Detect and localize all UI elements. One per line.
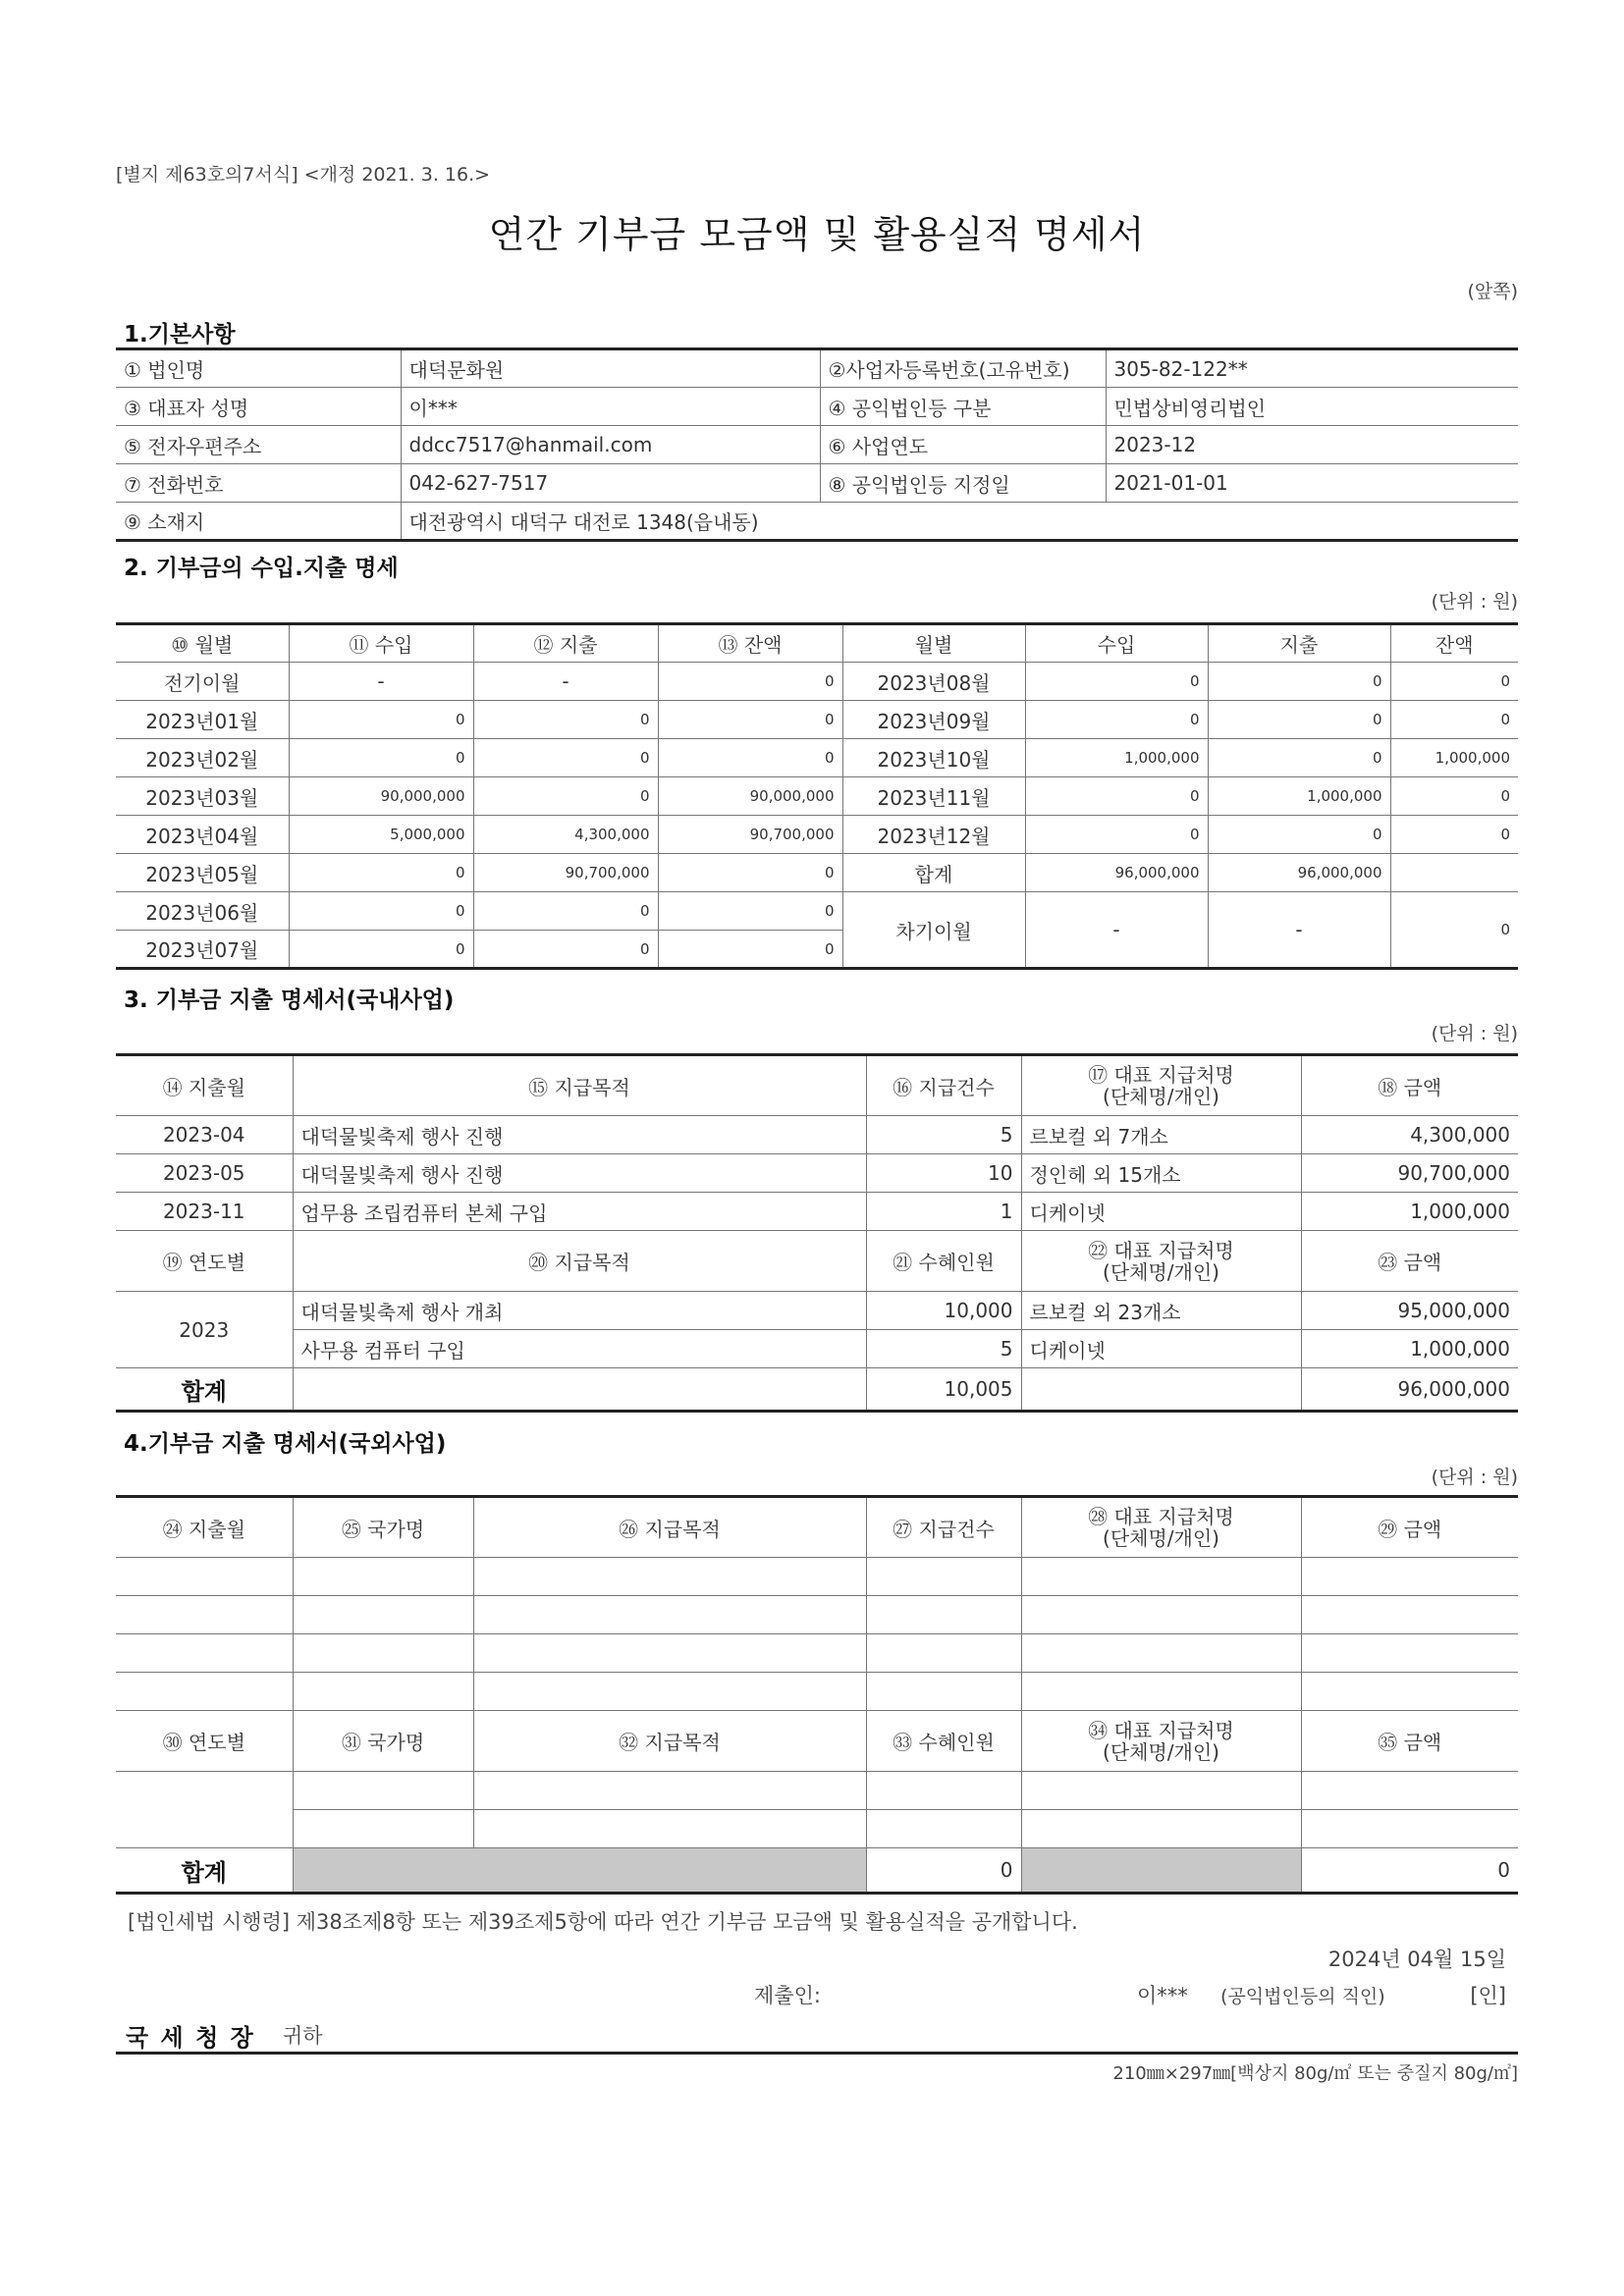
basic-label: ⑧ 공익법인등 지정일: [820, 464, 1106, 503]
col-header: ㉗ 지급건수: [866, 1497, 1021, 1558]
income-row: [116, 701, 1518, 739]
basic-label: ⑥ 사업연도: [820, 426, 1106, 464]
expense-cell: 0: [473, 892, 658, 931]
balance-cell: 0: [658, 854, 842, 892]
col-header: ㉑ 수혜인원: [866, 1231, 1021, 1292]
col-header: ⑪ 수입: [289, 624, 473, 663]
income-cell: 0: [289, 739, 473, 777]
empty-cell: [116, 1673, 293, 1711]
empty-cell: [473, 1558, 866, 1596]
col-header: 수입: [1025, 624, 1208, 663]
empty-cell: [1021, 1558, 1301, 1596]
header-line: (단체명/개인): [1103, 1739, 1219, 1764]
balance-cell: 0: [658, 739, 842, 777]
purpose-cell: 대덕물빛축제 행사 진행: [293, 1154, 866, 1193]
col-header: ⑳ 지급목적: [293, 1231, 866, 1292]
empty-cell: [473, 1596, 866, 1634]
basic-value: 2021-01-01: [1106, 464, 1518, 503]
empty-cell: [116, 1772, 293, 1848]
col-header: ㉝ 수혜인원: [866, 1711, 1021, 1772]
basic-row: [116, 349, 1518, 388]
income-header-row: [116, 624, 1518, 663]
income-cell: 0: [1025, 663, 1208, 701]
year-cell: 2023: [116, 1292, 293, 1368]
basic-info-table: [116, 347, 1518, 542]
empty-cell: [1021, 1810, 1301, 1848]
balance-cell: 0: [1390, 777, 1518, 816]
domestic-total-row: [116, 1368, 1518, 1412]
col-header: ⑲ 연도별: [116, 1231, 293, 1292]
col-header: ㉚ 연도별: [116, 1711, 293, 1772]
basic-row: [116, 464, 1518, 503]
empty-cell: [293, 1558, 473, 1596]
basic-value: 042-627-7517: [401, 464, 820, 503]
expense-cell: 0: [473, 701, 658, 739]
income-total: 96,000,000: [1025, 854, 1208, 892]
balance-cell: 0: [658, 663, 842, 701]
income-expense-table: [116, 622, 1518, 970]
foreign-year-row: [116, 1772, 1518, 1810]
empty-cell: [1021, 1368, 1301, 1412]
income-row: [116, 892, 1518, 931]
header-line: ㉞ 대표 지급처명: [1088, 1718, 1234, 1742]
month-cell: 전기이월: [116, 663, 289, 701]
empty-cell: [473, 1634, 866, 1673]
basic-value: 2023-12: [1106, 426, 1518, 464]
count-cell: 10: [866, 1154, 1021, 1193]
col-header: ⑮ 지급목적: [293, 1055, 866, 1116]
income-cell: 0: [289, 931, 473, 969]
income-row: [116, 663, 1518, 701]
total-amount: 96,000,000: [1301, 1368, 1518, 1412]
income-row: [116, 739, 1518, 777]
col-header: ⑱ 금액: [1301, 1055, 1518, 1116]
form-number: [별지 제63호의7서식] <개정 2021. 3. 16.>: [116, 164, 491, 186]
seal-mark: [인]: [1470, 1984, 1506, 2007]
total-beneficiaries: 10,005: [866, 1368, 1021, 1412]
paper-spec: 210㎜×297㎜[백상지 80g/㎡ 또는 중질지 80g/㎡]: [1112, 2063, 1518, 2084]
empty-cell: [1301, 1810, 1518, 1848]
balance-cell: 0: [658, 892, 842, 931]
count-cell: 1: [866, 1193, 1021, 1231]
col-header: ⑭ 지출월: [116, 1055, 293, 1116]
income-cell: 0: [289, 854, 473, 892]
col-header: ㉟ 금액: [1301, 1711, 1518, 1772]
recipient-cell: 르보컬 외 7개소: [1021, 1116, 1301, 1154]
col-header: 지출: [1208, 624, 1390, 663]
month-cell: 2023-04: [116, 1116, 293, 1154]
month-cell: 2023년12월: [842, 816, 1025, 854]
balance-cell: 0: [1390, 701, 1518, 739]
balance-cell: 0: [1390, 663, 1518, 701]
empty-cell: [116, 1558, 293, 1596]
empty-cell: [293, 1368, 866, 1412]
empty-cell: [293, 1673, 473, 1711]
purpose-cell: 대덕물빛축제 행사 개최: [293, 1292, 866, 1330]
expense-cell: -: [473, 663, 658, 701]
expense-total: 96,000,000: [1208, 854, 1390, 892]
empty-cell: [116, 1596, 293, 1634]
foreign-row: [116, 1596, 1518, 1634]
month-cell: 2023년05월: [116, 854, 289, 892]
domestic-row: [116, 1193, 1518, 1231]
empty-cell: [473, 1772, 866, 1810]
empty-cell: [1021, 1596, 1301, 1634]
submitter-label: 제출인:: [754, 1984, 821, 2007]
expense-cell: 0: [1208, 663, 1390, 701]
empty-cell: [1301, 1673, 1518, 1711]
empty-cell: [1301, 1772, 1518, 1810]
balance-cell: 90,700,000: [658, 816, 842, 854]
empty-cell: [866, 1558, 1021, 1596]
carry-label: 차기이월: [842, 892, 1025, 969]
foreign-total-row: [116, 1848, 1518, 1894]
address-label: ⑨ 소재지: [116, 503, 401, 541]
empty-cell: [866, 1673, 1021, 1711]
income-cell: 0: [1025, 816, 1208, 854]
empty-cell: [1301, 1558, 1518, 1596]
empty-cell: [116, 1634, 293, 1673]
foreign-year-row: [116, 1810, 1518, 1848]
empty-cell: [866, 1634, 1021, 1673]
header-line: ⑰ 대표 지급처명: [1088, 1063, 1234, 1087]
basic-row: [116, 426, 1518, 464]
amount-cell: 1,000,000: [1301, 1330, 1518, 1368]
empty-cell: [293, 1810, 473, 1848]
month-cell: 2023년06월: [116, 892, 289, 931]
basic-value: 305-82-122**: [1106, 349, 1518, 388]
header-line: ㉘ 대표 지급처명: [1088, 1505, 1234, 1528]
empty-cell: [866, 1810, 1021, 1848]
submission-date: 2024년 04월 15일: [1327, 1948, 1506, 1971]
income-cell: 0: [1025, 777, 1208, 816]
expense-cell: 0: [473, 777, 658, 816]
foreign-header-row: [116, 1711, 1518, 1772]
recipient-suffix: 귀하: [283, 2024, 323, 2048]
basic-row: [116, 388, 1518, 426]
expense-cell: 0: [1208, 739, 1390, 777]
carry-balance: 0: [1390, 892, 1518, 969]
month-cell: 2023년01월: [116, 701, 289, 739]
income-row: [116, 816, 1518, 854]
col-header-recipient: [1021, 1055, 1301, 1116]
recipient-cell: 르보컬 외 23개소: [1021, 1292, 1301, 1330]
domestic-row: [116, 1154, 1518, 1193]
income-cell: -: [289, 663, 473, 701]
basic-value: 이***: [401, 388, 820, 426]
empty-cell: [293, 1772, 473, 1810]
submitter-role: (공익법인등의 직인): [1220, 1986, 1385, 2007]
col-header-recipient: [1021, 1231, 1301, 1292]
month-cell: 2023-11: [116, 1193, 293, 1231]
foreign-expense-table: [116, 1495, 1518, 1895]
expense-cell: 0: [473, 931, 658, 969]
col-header: ㉓ 금액: [1301, 1231, 1518, 1292]
section3-unit: (단위 : 원): [1431, 1023, 1518, 1044]
income-cell: 0: [289, 892, 473, 931]
section2-unit: (단위 : 원): [1431, 591, 1518, 613]
submitter-name: 이***: [1137, 1984, 1188, 2007]
domestic-header-row: [116, 1055, 1518, 1116]
empty-cell: [293, 1634, 473, 1673]
domestic-expense-table: [116, 1053, 1518, 1413]
col-header: ㉔ 지출월: [116, 1497, 293, 1558]
basic-label: ⑤ 전자우편주소: [116, 426, 401, 464]
col-header: ㉜ 지급목적: [473, 1711, 866, 1772]
month-cell: 2023년10월: [842, 739, 1025, 777]
month-cell: 2023년03월: [116, 777, 289, 816]
basic-label: ⑦ 전화번호: [116, 464, 401, 503]
address-value: 대전광역시 대덕구 대전로 1348(읍내동): [401, 503, 1518, 541]
month-cell: 2023년11월: [842, 777, 1025, 816]
col-header: ⑬ 잔액: [658, 624, 842, 663]
balance-cell: 90,000,000: [658, 777, 842, 816]
balance-cell: 0: [658, 931, 842, 969]
section3-title: 3. 기부금 지출 명세서(국내사업): [124, 988, 455, 1013]
col-header: ⑩ 월별: [116, 624, 289, 663]
foreign-header-row: [116, 1497, 1518, 1558]
empty-cell: [473, 1673, 866, 1711]
recipient-cell: 디케이넷: [1021, 1193, 1301, 1231]
col-header: ㉛ 국가명: [293, 1711, 473, 1772]
income-cell: 0: [1025, 701, 1208, 739]
month-cell: 2023년09월: [842, 701, 1025, 739]
empty-cell: [293, 1596, 473, 1634]
count-cell: 5: [866, 1116, 1021, 1154]
basic-label: ④ 공익법인등 구분: [820, 388, 1106, 426]
header-line: ㉒ 대표 지급처명: [1088, 1238, 1234, 1262]
domestic-row: [116, 1116, 1518, 1154]
month-cell: 2023년07월: [116, 931, 289, 969]
legal-statement: [법인세법 시행령] 제38조제8항 또는 제39조제5항에 따라 연간 기부금 모금액 및 활용실적을 공개합니다.: [128, 1910, 1078, 1934]
recipient: 국 세 청 장: [126, 2024, 255, 2052]
empty-cell: [1021, 1772, 1301, 1810]
empty-cell: [866, 1772, 1021, 1810]
recipient-cell: 디케이넷: [1021, 1330, 1301, 1368]
carry-income: -: [1025, 892, 1208, 969]
amount-cell: 95,000,000: [1301, 1292, 1518, 1330]
foreign-row: [116, 1634, 1518, 1673]
basic-label: ②사업자등록번호(고유번호): [820, 349, 1106, 388]
month-cell: 2023년02월: [116, 739, 289, 777]
recipient-cell: 정인헤 외 15개소: [1021, 1154, 1301, 1193]
balance-cell: 0: [658, 701, 842, 739]
expense-cell: 0: [1208, 816, 1390, 854]
col-header: ⑫ 지출: [473, 624, 658, 663]
col-header-recipient: [1021, 1497, 1301, 1558]
empty-cell: [1301, 1596, 1518, 1634]
header-line: (단체명/개인): [1103, 1085, 1219, 1108]
total-label: 합계: [842, 854, 1025, 892]
income-row: [116, 854, 1518, 892]
basic-label: ① 법인명: [116, 349, 401, 388]
expense-cell: 4,300,000: [473, 816, 658, 854]
shaded-cell: [1021, 1848, 1301, 1894]
empty-cell: [1021, 1673, 1301, 1711]
month-cell: 2023년04월: [116, 816, 289, 854]
section4-title: 4.기부금 지출 명세서(국외사업): [124, 1431, 447, 1457]
page-title: 연간 기부금 모금액 및 활용실적 명세서: [488, 213, 1146, 256]
shaded-cell: [293, 1848, 866, 1894]
header-line: (단체명/개인): [1103, 1259, 1219, 1284]
amount-cell: 1,000,000: [1301, 1193, 1518, 1231]
income-cell: 1,000,000: [1025, 739, 1208, 777]
domestic-year-row: [116, 1292, 1518, 1330]
empty-cell: [866, 1596, 1021, 1634]
carry-expense: -: [1208, 892, 1390, 969]
basic-label: ③ 대표자 성명: [116, 388, 401, 426]
basic-value: ddcc7517@hanmail.com: [401, 426, 820, 464]
balance-total: [1390, 854, 1518, 892]
amount-cell: 90,700,000: [1301, 1154, 1518, 1193]
col-header: ㉙ 금액: [1301, 1497, 1518, 1558]
col-header: 월별: [842, 624, 1025, 663]
empty-cell: [1021, 1634, 1301, 1673]
purpose-cell: 사무용 컴퓨터 구입: [293, 1330, 866, 1368]
beneficiary-cell: 5: [866, 1330, 1021, 1368]
expense-cell: 1,000,000: [1208, 777, 1390, 816]
total-label: 합계: [116, 1368, 293, 1412]
month-cell: 2023-05: [116, 1154, 293, 1193]
purpose-cell: 대덕물빛축제 행사 진행: [293, 1116, 866, 1154]
section4-unit: (단위 : 원): [1431, 1467, 1518, 1488]
col-header-recipient: [1021, 1711, 1301, 1772]
total-label: 합계: [116, 1848, 293, 1894]
basic-value: 민법상비영리법인: [1106, 388, 1518, 426]
month-cell: 2023년08월: [842, 663, 1025, 701]
income-cell: 90,000,000: [289, 777, 473, 816]
income-cell: 5,000,000: [289, 816, 473, 854]
section2-title: 2. 기부금의 수입.지출 명세: [124, 556, 399, 581]
foreign-row: [116, 1558, 1518, 1596]
empty-cell: [1301, 1634, 1518, 1673]
balance-cell: 1,000,000: [1390, 739, 1518, 777]
income-row: [116, 777, 1518, 816]
domestic-year-row: [116, 1330, 1518, 1368]
foreign-row: [116, 1673, 1518, 1711]
empty-cell: [473, 1810, 866, 1848]
col-header: 잔액: [1390, 624, 1518, 663]
total-count: 0: [866, 1848, 1021, 1894]
col-header: ⑯ 지급건수: [866, 1055, 1021, 1116]
expense-cell: 90,700,000: [473, 854, 658, 892]
income-cell: 0: [289, 701, 473, 739]
basic-value: 대덕문화원: [401, 349, 820, 388]
beneficiary-cell: 10,000: [866, 1292, 1021, 1330]
expense-cell: 0: [1208, 701, 1390, 739]
amount-cell: 4,300,000: [1301, 1116, 1518, 1154]
section1-title: 1.기본사항: [124, 322, 236, 347]
expense-cell: 0: [473, 739, 658, 777]
domestic-header-row: [116, 1231, 1518, 1292]
address-row: [116, 503, 1518, 541]
footer-divider: [116, 2052, 1518, 2055]
purpose-cell: 업무용 조립컴퓨터 본체 구입: [293, 1193, 866, 1231]
balance-cell: 0: [1390, 816, 1518, 854]
col-header: ㉕ 국가명: [293, 1497, 473, 1558]
header-line: (단체명/개인): [1103, 1526, 1219, 1550]
col-header: ㉖ 지급목적: [473, 1497, 866, 1558]
side-label: (앞쪽): [1467, 281, 1518, 302]
total-amount: 0: [1301, 1848, 1518, 1894]
